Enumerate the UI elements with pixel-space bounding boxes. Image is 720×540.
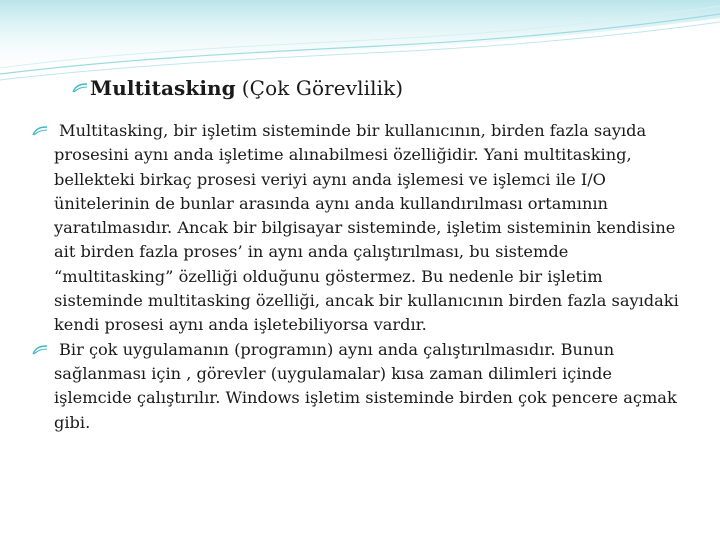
bullet-text: Multitasking, bir işletim sisteminde bir kullanıcının, birden fazla sayıda prosesini aynı anda işletime alınabilmesi özelliğidir. Yani multitasking, bellekteki birkaç prosesi veriyi aynı anda işlemesi ve işlemci ile I/O ünitelerinin de bunlar arasında aynı anda kullandırılması ortamının yaratılmasıdır. Ancak bir bilgisayar sisteminde, işletim sisteminin kendisine ait birden fazla proses’ in aynı anda çalıştırılması, bu sistemde “multitasking” özelliği olduğunu göstermez. Bu nedenle bir işletim sisteminde multitasking özelliği, ancak bir kullanıcının birden fazla sayıdaki kendi prosesi aynı anda işletebiliyorsa vardır.	[54, 121, 679, 335]
bullet-icon	[32, 126, 48, 136]
bullet-icon	[32, 345, 48, 355]
title-text: Multitasking	[90, 76, 236, 100]
wave-fill	[0, 0, 720, 78]
slide-title	[72, 76, 403, 100]
title-bullet-icon	[72, 83, 88, 93]
bullet-text: Bir çok uygulamanın (programın) aynı anda çalıştırılmasıdır. Bunun sağlanması için , görevler (uygulamalar) kısa zaman dilimleri içinde işlemcide çalıştırılır. Windows işletim sisteminde birden çok pencere açmak gibi.	[54, 339, 677, 432]
bullet-item	[30, 119, 692, 338]
slide-body	[30, 119, 692, 435]
title-paren-text: (Çok Görevlilik)	[241, 76, 404, 100]
bullet-item	[30, 338, 692, 435]
